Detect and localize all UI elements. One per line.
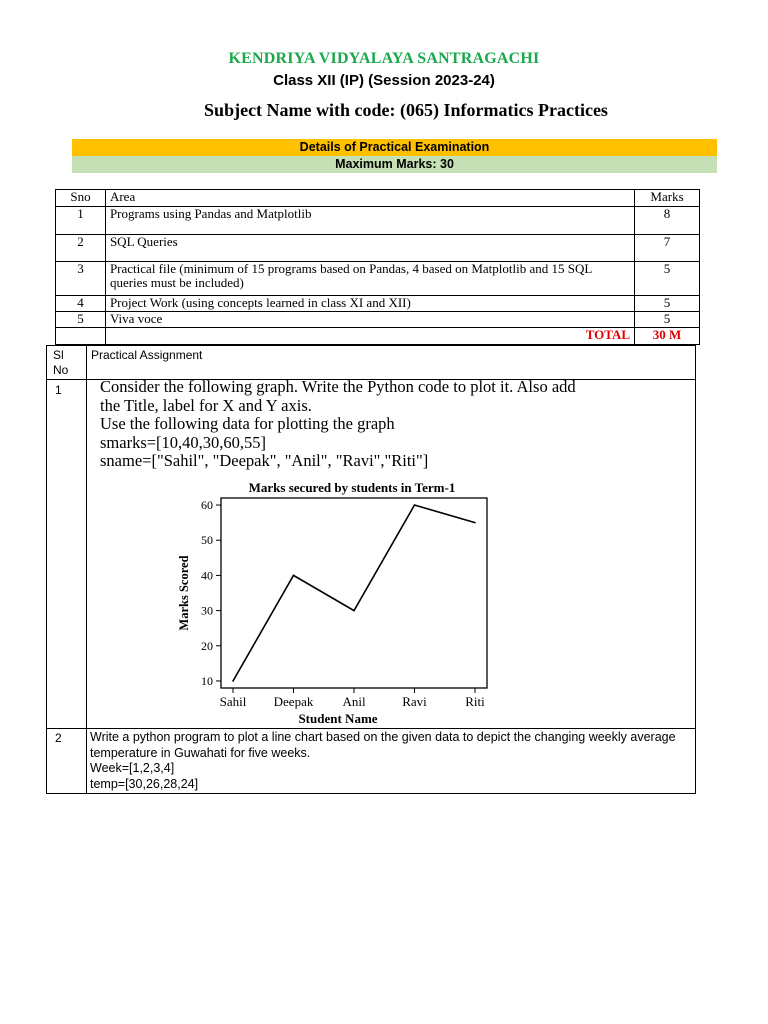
exam-details-band: Details of Practical Examination [72,139,717,156]
chart-title: Marks secured by students in Term-1 [248,480,456,495]
data-point [353,610,355,612]
data-point [474,522,476,524]
q1-line: Use the following data for plotting the graph [100,414,395,433]
row-area: SQL Queries [105,235,634,262]
x-tick-label: Ravi [402,694,427,709]
max-marks-band: Maximum Marks: 30 [72,156,717,173]
y-tick-label: 10 [201,673,213,688]
header-sno: Sno [56,190,106,207]
row-marks: 8 [635,207,700,235]
x-tick-label: Riti [465,694,485,709]
marks-table [55,189,700,345]
y-tick-label: 40 [201,568,213,583]
chart-marks [201,498,485,709]
row-marks: 7 [635,235,700,262]
table-header-row [56,190,700,207]
y-tick-label: 60 [201,498,213,513]
table-row [56,207,700,235]
plot-frame [221,498,487,688]
table-row [56,262,700,296]
table-row [56,312,700,328]
question-2-text [90,730,690,792]
q2-line: Write a python program to plot a line chart based on the given data to depict the changing weekly average temperature in Guwahati for five weeks. [90,730,676,760]
y-tick-label: 30 [201,603,213,618]
header-area: Area [105,190,634,207]
row-sno: 5 [56,312,106,328]
total-value: 30 M [635,328,700,345]
subject-title: Subject Name with code: (065) Informatics Practices [204,100,608,120]
column-divider [86,346,87,793]
q1-line: Consider the following graph. Write the Python code to plot it. Also add [100,377,576,396]
row-marks: 5 [635,262,700,296]
row-area: Practical file (minimum of 15 programs based on Pandas, 4 based on Matplotlib and 15 SQL queries must be included) [105,262,634,296]
data-point [414,504,416,506]
series-line [233,505,475,681]
chart-svg [170,475,510,730]
q1-line: sname=["Sahil", "Deepak", "Anil", "Ravi","Riti"] [100,451,429,470]
table-row [56,296,700,312]
table-row [56,235,700,262]
q2-line: Week=[1,2,3,4] [90,761,175,775]
row-area: Project Work (using concepts learned in class XI and XII) [105,296,634,312]
q1-line: the Title, label for X and Y axis. [100,395,312,415]
question-1-text [100,378,675,471]
data-point [293,575,295,577]
row-sno: 3 [56,262,106,296]
q1-number: 1 [55,383,62,397]
y-tick-label: 50 [201,533,213,548]
school-name: KENDRIYA VIDYALAYA SANTRAGACHI [228,50,540,67]
row-marks: 5 [635,296,700,312]
x-axis-label: Student Name [298,711,378,726]
row-sno: 1 [56,207,106,235]
y-tick-label: 20 [201,638,213,653]
q2-number: 2 [55,731,62,745]
total-label: TOTAL [105,328,634,345]
q1-line: smarks=[10,40,30,60,55] [100,432,267,452]
header-marks: Marks [635,190,700,207]
x-tick-label: Anil [342,694,366,709]
marks-line-chart [170,475,510,730]
row-sno: 2 [56,235,106,262]
header-practical-assignment: Practical Assignment [91,348,203,362]
total-row [56,328,700,345]
y-axis-label: Marks Scored [177,555,191,631]
q2-line: temp=[30,26,28,24] [90,776,199,791]
x-tick-label: Sahil [219,694,247,709]
header-sl-no: Sl No [53,348,69,377]
row-area: Viva voce [105,312,634,328]
row-area: Programs using Pandas and Matplotlib [105,207,634,235]
row-sno: 4 [56,296,106,312]
x-tick-label: Deepak [273,694,314,709]
row-marks: 5 [635,312,700,328]
class-session: Class XII (IP) (Session 2023-24) [273,72,495,89]
data-point [232,680,234,682]
